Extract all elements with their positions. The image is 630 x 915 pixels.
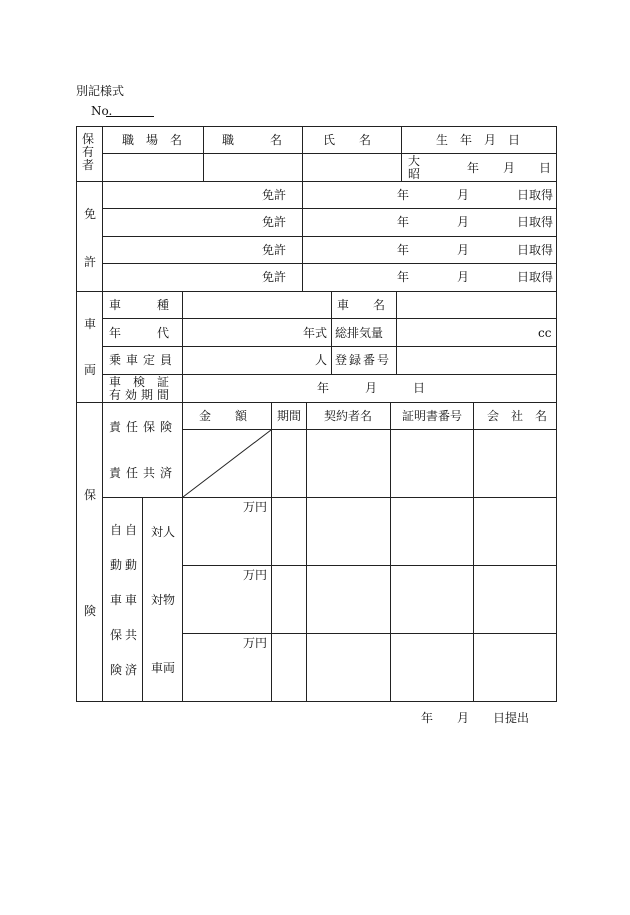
col-name: 氏 名 [323,133,372,147]
birth-date-units: 年 月 日 [467,161,552,175]
inspection-date-units: 年 月 日 [317,381,426,395]
voluntary-label-char: 共 [125,628,138,642]
voluntary-label-char: 自 [125,523,138,537]
license-date-units: 年 月 日取得 [397,215,554,229]
submission-date: 年 月 日提出 [421,711,530,725]
liability-insurance-label: 責任保険 [109,420,178,434]
capacity-label: 乗車定員 [109,353,178,367]
voluntary-label-char: 済 [125,663,138,677]
license-label-top: 免 [84,207,97,221]
license-label-bottom: 許 [84,255,97,269]
license-type-suffix: 免許 [262,215,287,229]
license-date-units: 年 月 日取得 [397,188,554,202]
inspection-label-1: 車 検 証 [109,375,170,389]
coverage-bodily-label: 対人 [151,525,176,539]
vehicle-label-top: 車 [84,317,97,331]
name-field[interactable] [304,155,400,180]
col-certificate: 証明書番号 [402,409,463,423]
form-number-label: No. [91,104,113,118]
vehicle-type-field[interactable] [184,293,330,317]
amount-unit: 万円 [243,568,268,582]
form-title: 別記様式 [76,84,125,98]
voluntary-label-char: 動 [110,558,123,572]
vehicle-model-label: 車 名 [337,298,386,312]
registration-field[interactable] [398,348,556,373]
workplace-field[interactable] [104,155,202,180]
insurance-label-top: 保 [84,488,97,502]
license-type-suffix: 免許 [262,243,287,257]
voluntary-label-char: 保 [110,628,123,642]
owner-row-label: 保有者 [82,132,95,172]
vehicle-model-field[interactable] [398,293,556,317]
license-type-suffix: 免許 [262,188,287,202]
col-amount: 金 額 [199,409,248,423]
voluntary-label-char: 険 [110,663,123,677]
era-showa: 昭 [408,167,421,181]
position-field[interactable] [205,155,301,180]
vehicle-label-bottom: 両 [84,363,97,377]
vehicle-year-label: 年 代 [109,326,170,340]
amount-unit: 万円 [243,500,268,514]
voluntary-label-char: 車 [125,593,138,607]
voluntary-label-char: 動 [125,558,138,572]
registration-label: 登録番号 [335,353,392,367]
license-date-units: 年 月 日取得 [397,243,554,257]
amount-unit: 万円 [243,636,268,650]
liability-mutual-label: 責任共済 [109,466,178,480]
vehicle-year-suffix: 年式 [303,326,328,340]
col-birthdate: 生 年 月 日 [436,133,521,147]
displacement-label: 総排気量 [335,326,384,340]
insurance-label-bottom: 険 [84,604,97,618]
coverage-property-label: 対物 [151,593,176,607]
inspection-label-2: 有効期間 [109,388,174,402]
amount-field[interactable] [184,635,270,700]
voluntary-label-char: 自 [110,523,123,537]
voluntary-label-char: 車 [110,593,123,607]
col-company: 会 社 名 [487,409,548,423]
license-type-suffix: 免許 [262,270,287,284]
amount-field[interactable] [184,499,270,564]
col-period: 期間 [277,409,302,423]
license-date-units: 年 月 日取得 [397,270,554,284]
era-taisho: 大 [408,154,421,168]
col-contractor: 契約者名 [324,409,373,423]
amount-field[interactable] [184,567,270,632]
col-workplace: 職 場 名 [122,133,183,147]
vehicle-type-label: 車 種 [109,298,170,312]
capacity-unit: 人 [315,353,328,367]
coverage-vehicle-label: 車両 [151,661,176,675]
displacement-unit: cc [538,326,552,340]
col-position: 職 名 [222,133,283,147]
